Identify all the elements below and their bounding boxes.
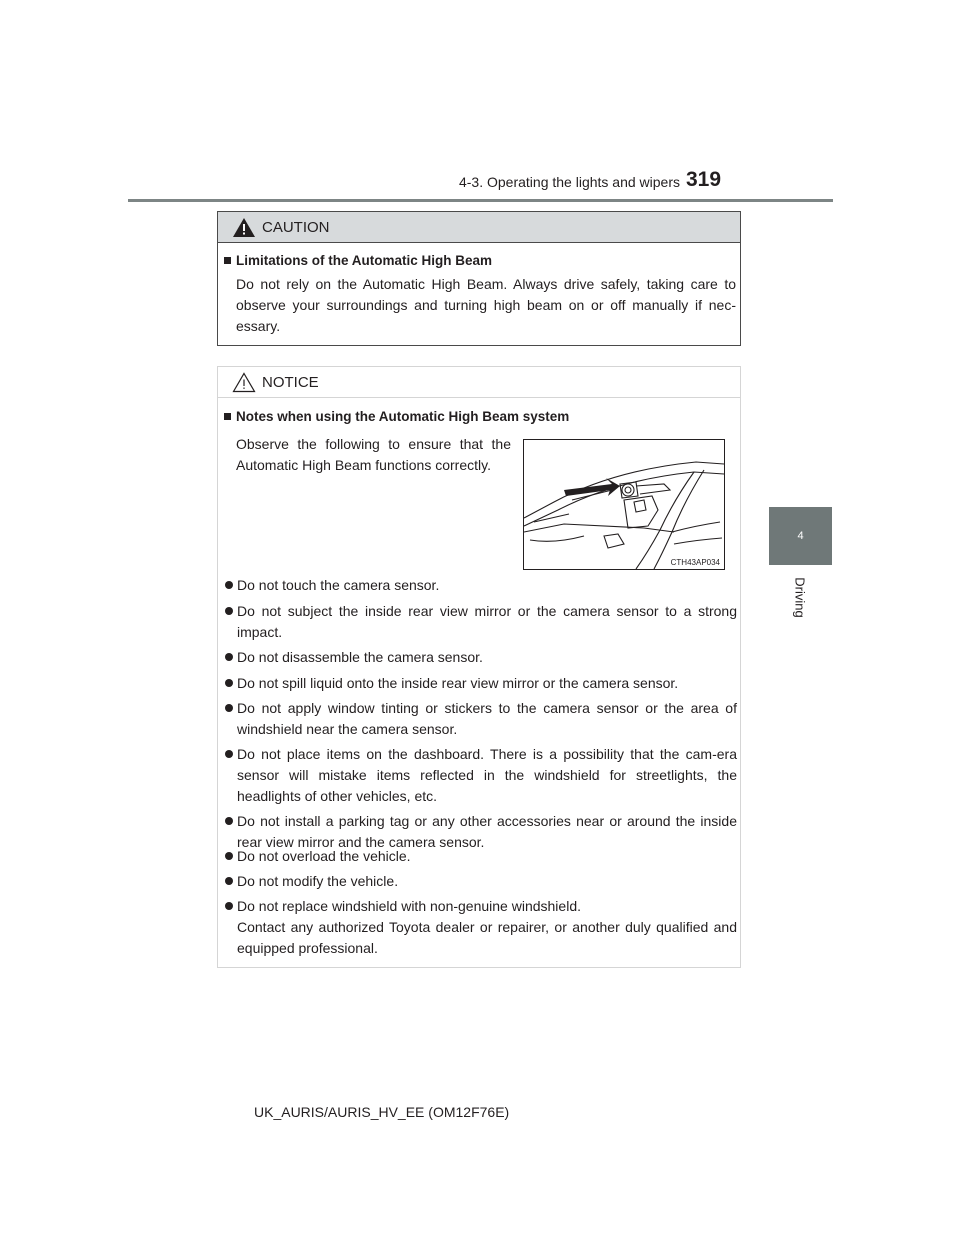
list-item-text: Do not overload the vehicle. [237, 848, 411, 864]
bullet-icon [225, 653, 233, 661]
notice-subheading [224, 409, 569, 424]
list-item [225, 647, 737, 668]
bullet-icon [225, 581, 233, 589]
bullet-icon [225, 877, 233, 885]
list-item [225, 575, 737, 596]
list-item-text: Do not replace windshield with non-genuine windshield. [237, 898, 581, 914]
caution-title: CAUTION [262, 218, 330, 236]
camera-sensor-illustration [523, 439, 725, 570]
chapter-tab [769, 507, 832, 565]
list-item [225, 871, 737, 892]
bullet-icon [225, 704, 233, 712]
figure-code: CTH43AP034 [670, 558, 720, 567]
list-item-text: Do not disassemble the camera sensor. [237, 649, 483, 665]
list-item-text: Do not install a parking tag or any other accessories near or around the inside rear view mirror and the camera sensor. [237, 813, 737, 850]
caution-subheading-text: Limitations of the Automatic High Beam [236, 253, 493, 268]
list-item-text: Do not touch the camera sensor. [237, 577, 440, 593]
chapter-label: Driving [792, 577, 808, 618]
caution-header [218, 212, 740, 243]
list-item-text: Do not place items on the dashboard. There is a possibility that the cam-era sensor will mistake items reflected in the windshield for streetlights, the headlights of other vehicles, etc. [237, 746, 737, 804]
header-rule [128, 199, 833, 202]
list-item [225, 896, 737, 959]
list-item [225, 601, 737, 643]
windshield-camera-drawing [524, 440, 724, 569]
page-number: 319 [686, 168, 722, 191]
list-item-text: Do not subject the inside rear view mirror or the camera sensor to a strong impact. [237, 603, 737, 640]
warning-icon [232, 217, 256, 238]
footer-document-code: UK_AURIS/AURIS_HV_EE (OM12F76E) [254, 1104, 510, 1120]
notice-intro: Observe the following to ensure that the Automatic High Beam functions correctly. [236, 436, 511, 473]
bullet-icon [225, 817, 233, 825]
bullet-icon [225, 902, 233, 910]
square-bullet-icon [224, 413, 231, 420]
square-bullet-icon [224, 257, 231, 264]
bullet-icon [225, 679, 233, 687]
list-item-text: Do not spill liquid onto the inside rear view mirror or the camera sensor. [237, 675, 679, 691]
caution-box [217, 211, 741, 346]
chapter-number: 4 [797, 530, 804, 542]
list-item [225, 698, 737, 740]
list-item [225, 744, 737, 807]
list-item [225, 846, 737, 867]
caution-subheading [224, 253, 492, 268]
notice-header [218, 367, 740, 398]
list-item-text: Do not modify the vehicle. [237, 873, 399, 889]
list-item-text: Do not apply window tinting or stickers to the camera sensor or the area of windshield near the camera sensor. [237, 700, 737, 737]
notice-title: NOTICE [262, 373, 319, 391]
list-item [225, 673, 737, 694]
bullet-icon [225, 750, 233, 758]
notice-subheading-text: Notes when using the Automatic High Beam system [236, 409, 570, 424]
bullet-icon [225, 607, 233, 615]
caution-body: Do not rely on the Automatic High Beam. Always drive safely, taking care to observe your surroundings and turning high beam on or off manually if nec-essary. [236, 276, 736, 334]
section-title: 4-3. Operating the lights and wipers [458, 174, 680, 190]
notice-box [217, 366, 741, 968]
warning-outline-icon [232, 372, 256, 393]
bullet-icon [225, 852, 233, 860]
list-item-continuation: Contact any authorized Toyota dealer or repairer, or another duly qualified and equipped professional. [237, 919, 737, 956]
